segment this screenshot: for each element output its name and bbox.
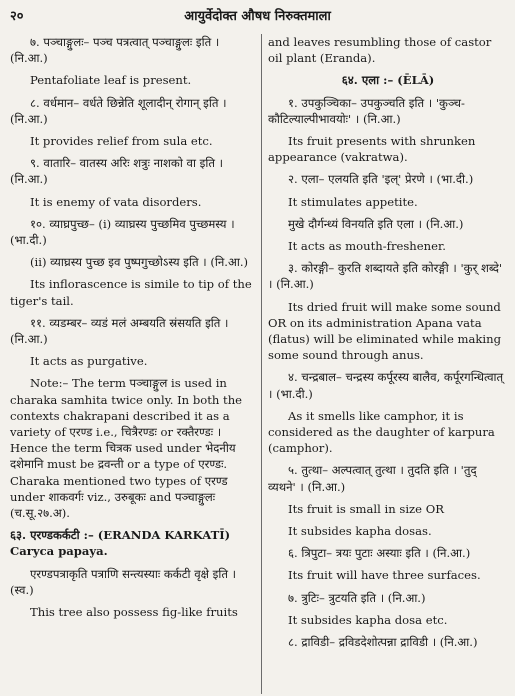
ela-entry-7-english: It subsides kapha dosa etc. [288,612,448,627]
ela-entry-5-english-b: It subsides kapha dosas. [288,524,432,539]
ela-entry-7-sanskrit: ७. त्रुटिः– त्रुटयति इति । (नि.आ.) [288,590,426,605]
section-63-heading: ६३. एरण्डकर्कटी :– (ERANDA KARKATĪ) Caryca papaya. [10,528,231,559]
ela-entry-5-english-a: Its fruit is small in size OR [288,501,444,516]
entry-10-english: Its inflorascence is simile to tip of the tiger's tail. [10,277,252,308]
ela-entry-2-english-a: It stimulates appetite. [288,194,418,209]
section-64-heading: ६४. एला :– (ĒLĀ) [341,73,435,88]
note-paragraph: Note:– The term पञ्चाङ्गुल is used in charaka samhita twice only. In both the contexts chakrapani described it as a variety of एरण्ड i.e., चित्रैरण्डः or रक्तैरण्डः । Hence the term चित्रक used under भेदनीय दशेमानि must be द्रवन्ती or a type of एरण्डः. Charaka mentioned two types of एरण्ड under शाकवर्गः viz., उरुबूकः and पञ्चाङ्गुलः (च.सू.२७.अ). [10,376,243,521]
ela-entry-4-english: As it smells like camphor, it is considered as the daughter of karpura (camphor). [268,408,495,456]
column-divider [261,34,262,694]
ela-entry-2-sanskrit: २. एला– एलयति इति 'इल्' प्रेरणे । (भा.दी.) [288,172,474,187]
ela-entry-3-english: Its dried fruit will make some sound OR on its administration Apana vata (flatus) will be eliminated while making some sound through anus. [268,299,502,363]
section-63-sanskrit: एरण्डपत्राकृति पत्राणि सन्त्यस्याः कर्कटी वृक्षे इति । (स्व.) [10,566,237,597]
ela-entry-6-sanskrit: ६. त्रिपुटा– त्रयः पुटाः अस्याः इति । (नि.आ.) [288,546,471,561]
right-column [268,34,508,656]
entry-11-sanskrit: ११. व्यडम्बर– व्यडं मलं अम्बयति स्रंसयति इति । (नि.आ.) [10,315,229,347]
ela-entry-6-english: Its fruit will have three surfaces. [288,568,481,583]
entry-7-sanskrit: ७. पञ्चाङ्गुलः– पञ्च पत्रत्वात् पञ्चाङ्गुलः इति । (नि.आ.) [10,35,220,66]
ela-entry-8-sanskrit: ८. द्राविडी– द्रविडदेशोत्पन्ना द्राविडी । (नि.आ.) [288,635,478,650]
page-header [8,4,507,24]
ela-entry-5-sanskrit: ५. तुत्था– अल्पत्वात् तुत्था । तुदति इति । 'तुद् व्यथने' । (नि.आ.) [268,463,477,494]
ela-entry-2-sanskrit-b: मुखे दौर्गन्ध्यं विनयति इति एला । (नि.आ.) [288,216,464,231]
entry-7-english: Pentafoliate leaf is present. [30,73,192,88]
ela-entry-3-sanskrit: ३. कोरङ्गी– कुरति शब्दायते इति कोरङ्गी । 'कुर् शब्दे' । (नि.आ.) [268,261,503,292]
entry-10-sanskrit-i: १०. व्याघ्रपुच्छ– (i) व्याघ्रस्य पुच्छमिव पुच्छमस्य । (भा.दी.) [10,216,235,248]
section-63-english: This tree also possess fig-like fruits [30,605,238,620]
ela-entry-4-sanskrit: ४. चन्द्रबाल– चन्द्रस्य कर्पूरस्य बालैव, कर्पूरगन्धित्वात् । (भा.दी.) [268,370,504,401]
continuation-text: and leaves resumbling those of castor oil plant (Eranda). [268,35,492,66]
entry-9-sanskrit: ९. वातारि– वातस्य अरिः शत्रुः नाशको वा इति । (नि.आ.) [10,156,224,187]
entry-9-english: It is enemy of vata disorders. [30,194,202,209]
entry-8-english: It provides relief from sula etc. [30,134,213,149]
ela-entry-1-english: Its fruit presents with shrunken appearance (vakratwa). [268,134,476,165]
ela-entry-2-english-b: It acts as mouth-freshener. [288,239,446,254]
entry-11-english: It acts as purgative. [30,354,148,369]
ela-entry-1-sanskrit: १. उपकुञ्चिका– उपकुञ्चति इति । 'कुञ्च-कौटिल्याल्पीभावयोः' । (नि.आ.) [268,95,465,126]
entry-10-sanskrit-ii: (ii) व्याघ्रस्य पुच्छ इव पुष्पगुच्छोऽस्य इति । (नि.आ.) [30,255,249,270]
running-title: आयुर्वेदोक्त औषध निरुक्तमाला [184,9,331,24]
left-column [10,34,255,626]
entry-8-sanskrit: ८. वर्धमान– वर्धते छिन्नेति शूलादीन् रोगान् इति । (नि.आ.) [10,95,227,126]
page-number: २० [10,9,24,24]
